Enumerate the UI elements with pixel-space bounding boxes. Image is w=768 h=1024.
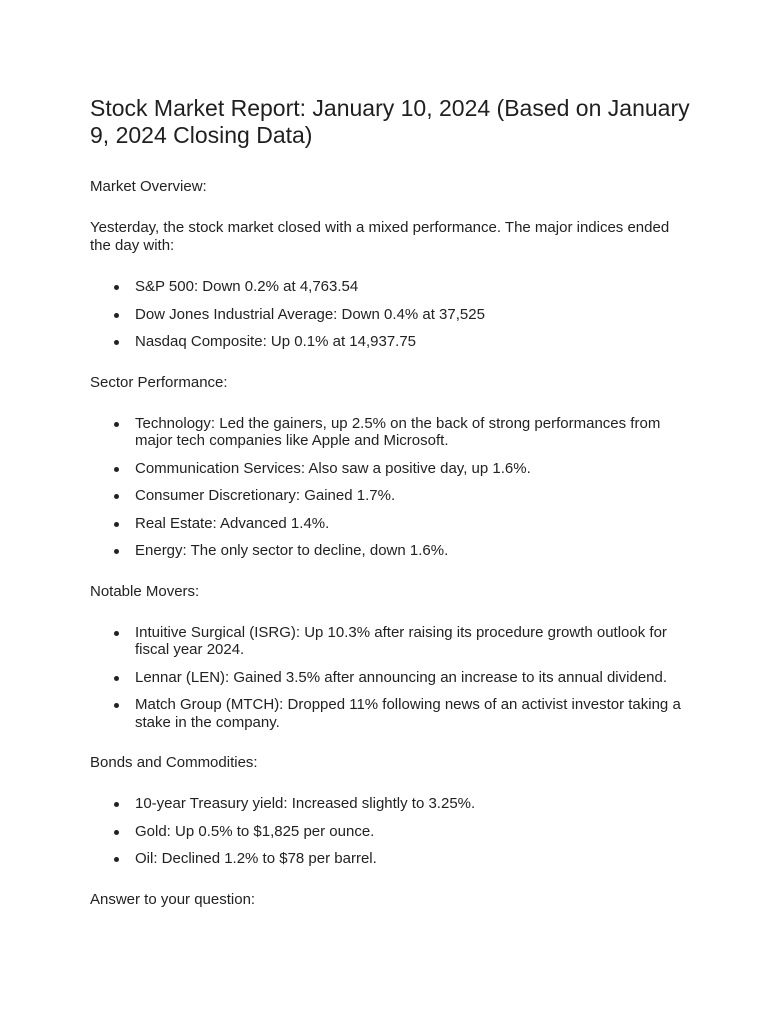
indices-list bbox=[90, 278, 690, 351]
market-overview-intro: Yesterday, the stock market closed with a mixed performance. The major indices ended the day with: bbox=[90, 219, 670, 254]
section-heading-sector-performance: Sector Performance: bbox=[90, 373, 228, 391]
bullet-icon bbox=[114, 494, 119, 499]
list-item-text: Consumer Discretionary: Gained 1.7%. bbox=[135, 487, 396, 504]
document-page bbox=[90, 95, 690, 932]
movers-list bbox=[90, 624, 690, 732]
bullet-icon bbox=[114, 422, 119, 427]
list-item bbox=[135, 515, 690, 533]
list-item-text: Dow Jones Industrial Average: Down 0.4% at 37,525 bbox=[135, 305, 485, 323]
section-heading-bonds-commodities: Bonds and Commodities: bbox=[90, 754, 258, 771]
list-item bbox=[135, 415, 690, 450]
bullet-icon bbox=[114, 522, 119, 527]
list-item bbox=[135, 823, 690, 841]
bullet-icon bbox=[114, 631, 119, 636]
list-item-text: S&P 500: Down 0.2% at 4,763.54 bbox=[135, 278, 359, 295]
list-item-text: Energy: The only sector to decline, down 1.6%. bbox=[135, 542, 449, 559]
list-item bbox=[135, 460, 690, 478]
list-item-text: 10-year Treasury yield: Increased slightly to 3.25%. bbox=[135, 795, 476, 812]
list-item-text: Gold: Up 0.5% to $1,825 per ounce. bbox=[135, 822, 375, 840]
bullet-icon bbox=[114, 703, 119, 708]
list-item-text: Communication Services: Also saw a positive day, up 1.6%. bbox=[135, 459, 531, 477]
list-item bbox=[135, 306, 690, 324]
list-item-text: Real Estate: Advanced 1.4%. bbox=[135, 514, 330, 532]
bullet-icon bbox=[114, 313, 119, 318]
list-item bbox=[135, 542, 690, 560]
list-item bbox=[135, 333, 690, 351]
list-item bbox=[135, 624, 690, 659]
section-heading-answer: Answer to your question: bbox=[90, 890, 256, 908]
bullet-icon bbox=[114, 830, 119, 835]
list-item bbox=[135, 278, 690, 296]
list-item-text: Intuitive Surgical (ISRG): Up 10.3% after raising its procedure growth outlook for fiscal year 2024. bbox=[135, 623, 667, 658]
bonds-commodities-list bbox=[90, 795, 690, 868]
bullet-icon bbox=[114, 340, 119, 345]
list-item-text: Oil: Declined 1.2% to $78 per barrel. bbox=[135, 850, 377, 867]
list-item bbox=[135, 696, 690, 731]
bullet-icon bbox=[114, 467, 119, 472]
page-title: Stock Market Report: January 10, 2024 (Based on January 9, 2024 Closing Data) bbox=[90, 95, 690, 148]
list-item bbox=[135, 487, 690, 505]
sector-list bbox=[90, 415, 690, 560]
list-item-text: Technology: Led the gainers, up 2.5% on the back of strong performances from major tech companies like Apple and Microsoft. bbox=[135, 414, 661, 449]
list-item-text: Nasdaq Composite: Up 0.1% at 14,937.75 bbox=[135, 333, 417, 350]
bullet-icon bbox=[114, 549, 119, 554]
list-item-text: Match Group (MTCH): Dropped 11% following news of an activist investor taking a stake in the company. bbox=[135, 696, 681, 731]
bullet-icon bbox=[114, 857, 119, 862]
bullet-icon bbox=[114, 285, 119, 290]
list-item bbox=[135, 850, 690, 868]
list-item bbox=[135, 795, 690, 813]
section-heading-notable-movers: Notable Movers: bbox=[90, 582, 200, 600]
bullet-icon bbox=[114, 676, 119, 681]
list-item-text: Lennar (LEN): Gained 3.5% after announcing an increase to its annual dividend. bbox=[135, 668, 668, 686]
list-item bbox=[135, 669, 690, 687]
bullet-icon bbox=[114, 802, 119, 807]
section-heading-market-overview: Market Overview: bbox=[90, 178, 207, 195]
